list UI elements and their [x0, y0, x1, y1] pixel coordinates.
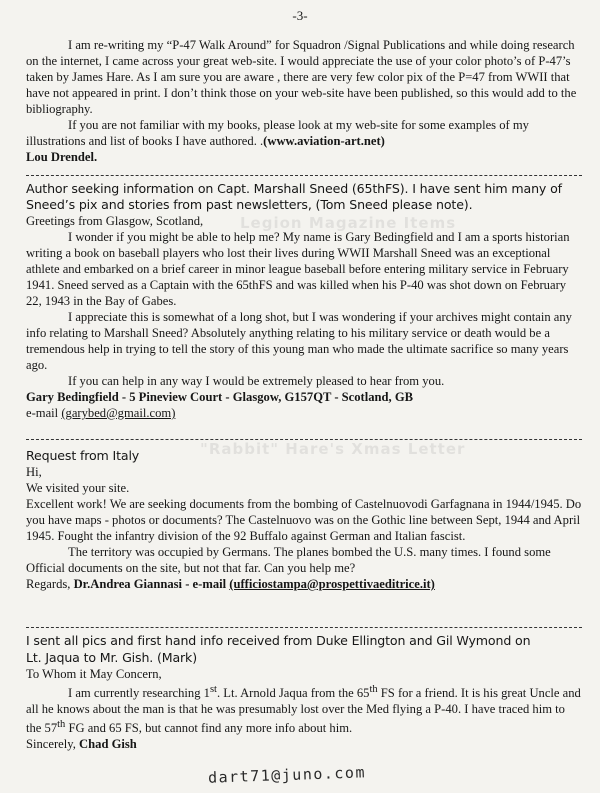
section-heading: Lt. Jaqua to Mr. Gish. (Mark) — [26, 650, 197, 665]
bleed-through-text: "Rabbit" Hare's Xmas Letter — [200, 440, 466, 458]
signature: Lou Drendel. — [26, 150, 98, 164]
section-heading: Author seeking information on Capt. Marshall Sneed (65thFS). I have sent him many of Sneed’s pix and stories from past newsletters, (Tom Sneed please note). — [26, 181, 562, 212]
section-divider — [26, 627, 582, 628]
signoff: Regards, Dr.Andrea Giannasi - e-mail (ufficiostampa@prospettivaeditrice.it) — [26, 577, 435, 591]
address: Gary Bedingfield - 5 Pineview Court - Glasgow, G157QT - Scotland, GB — [26, 390, 414, 404]
salutation: To Whom it May Concern, — [26, 667, 162, 681]
email-link[interactable]: (ufficiostampa@prospettivaeditrice.it) — [229, 577, 435, 591]
paragraph: If you can help in any way I would be extremely pleased to hear from you. — [68, 374, 445, 388]
page-number: -3- — [292, 8, 308, 23]
paragraph: The territory was occupied by Germans. The planes bombed the U.S. many times. I found some Official documents on the site, but not that far. Can you help me? — [26, 545, 551, 575]
section-divider — [26, 439, 582, 440]
letter-bedingfield — [26, 181, 582, 421]
email-line: e-mail (garybed@gmail.com) — [26, 406, 176, 420]
email-link[interactable]: (garybed@gmail.com) — [61, 406, 176, 420]
paragraph: I wonder if you might be able to help me? My name is Gary Bedingfield and I am a sports historian writing a book on baseball players who lost their lives during WWII Marshall Sneed was an exceptional athlete and embarked on a brief career in minor league baseball before entering military service in February 1941. Sneed served as a Captain with the 65thFS and was killed when his P-40 was shot down on February 22, 1943 in the Bay of Gabes. — [26, 230, 570, 308]
section-divider — [26, 175, 582, 176]
paragraph: I am currently researching 1st. Lt. Arnold Jaqua from the 65th FS for a friend. It is his great Uncle and all he knows about the man is that he was presumably lost over the Med flying a P-40. I have traced him to the 57th FG and 65 FS, but cannot find any more info about him. — [26, 684, 581, 736]
letter-drendel — [26, 37, 582, 165]
salutation: Hi, — [26, 465, 42, 479]
website-link[interactable]: (www.aviation-art.net) — [263, 134, 385, 148]
closing: Sincerely, Chad Gish — [26, 737, 137, 752]
paragraph: I am re-writing my “P-47 Walk Around” for Squadron /Signal Publications and while doing research on the internet, I came across your great web-site. I would appreciate the use of your color photo’s of P-47’s taken by James Hare. As I am sure you are aware , there are very few color pix of the P=47 from WWII that have not appeared in print. I don’t think those on your web-site have been published, so this would add to the bibliography. — [26, 38, 577, 116]
section-heading: I sent all pics and first hand info received from Duke Ellington and Gil Wymond on — [26, 633, 531, 648]
handwritten-email: dart71@juno.com — [207, 763, 367, 787]
paragraph: I appreciate this is somewhat of a long shot, but I was wondering if your archives might contain any info relating to Marshall Sneed? Absolutely anything relating to his military service or death would be a tremendous help in trying to tell the story of this young man who made the ultimate sacrifice so many years ago. — [26, 310, 572, 372]
letter-italy — [26, 447, 582, 592]
letter-gish — [26, 633, 582, 752]
greeting: Greetings from Glasgow, Scotland, — [26, 214, 204, 228]
paragraph: We visited your site. — [26, 481, 130, 495]
paragraph: If you are not familiar with my books, please look at my web-site for some examples of my illustrations and list of books I have authored. .(www.aviation-art.net) — [26, 118, 529, 148]
paragraph: Excellent work! We are seeking documents from the bombing of Castelnuovodi Garfagnana in 1944/1945. Do you have maps - photos or documents? The Castelnuovo was on the Gothic line between Sept, 1944 and April 1945. Fought the infantry division of the 92 Buffalo against German and Italian fascist. — [26, 497, 582, 543]
section-heading: Request from Italy — [26, 448, 140, 463]
bleed-through-text: Legion Magazine Items — [240, 214, 457, 232]
